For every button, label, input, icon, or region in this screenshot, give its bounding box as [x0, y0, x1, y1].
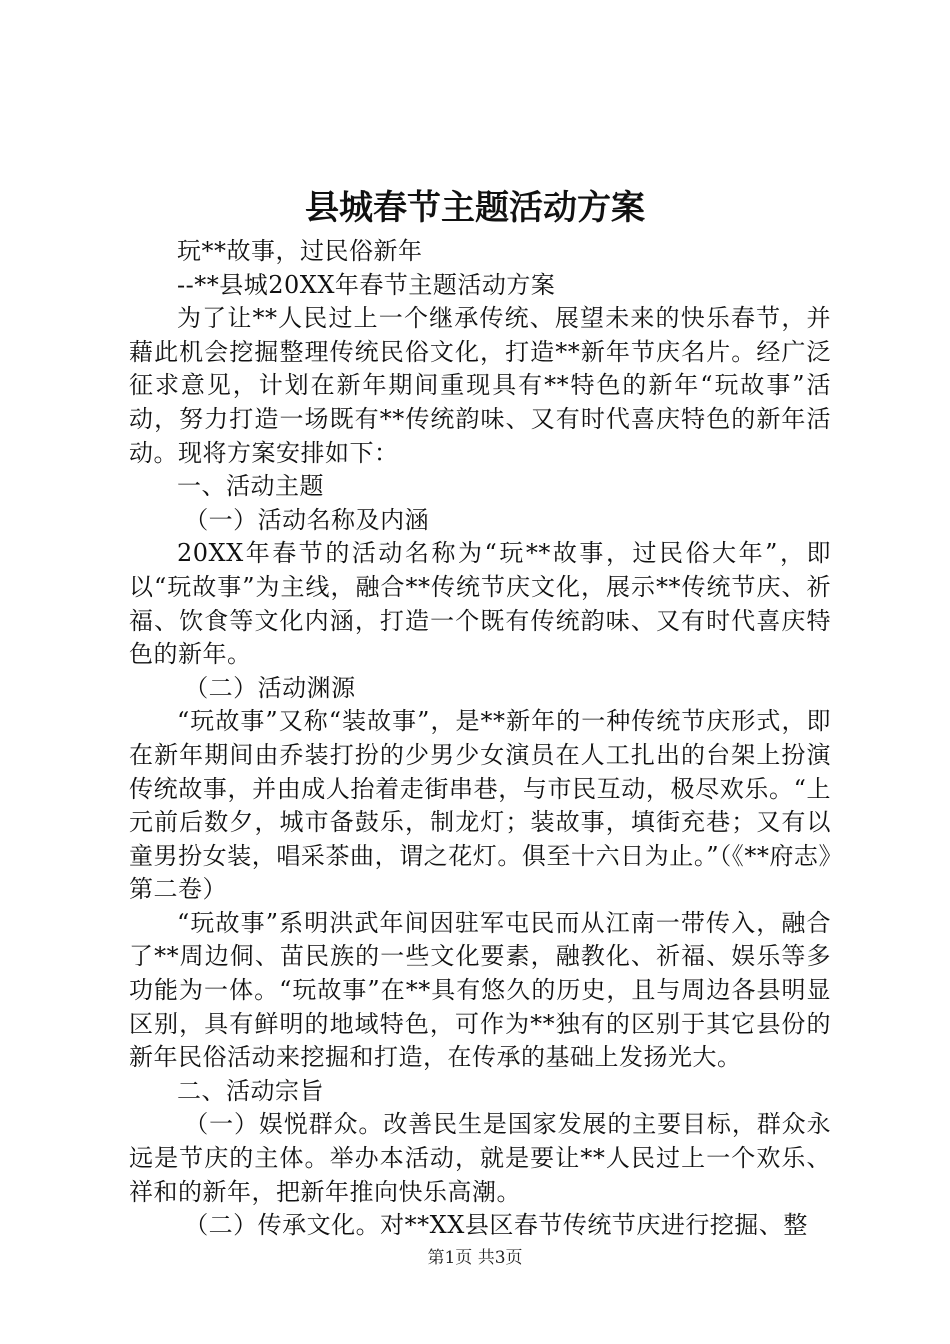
paragraph: （一）娱悦群众。改善民生是国家发展的主要目标，群众永远是节庆的主体。举办本活动，就是要让**人民过上一个欢乐、祥和的新年，把新年推向快乐高潮。: [129, 1110, 831, 1206]
document-body: [129, 235, 831, 1243]
paragraph: 为了让**人民过上一个继承传统、展望未来的快乐春节，并藉此机会挖掘整理传统民俗文化，打造**新年节庆名片。经广泛征求意见，计划在新年期间重现具有**特色的新年“玩故事”活动，努力打造一场既有**传统韵味、又有时代喜庆特色的新年活动。现将方案安排如下：: [129, 304, 831, 467]
section-heading: 一、活动主题: [177, 472, 324, 501]
paragraph: “玩故事”又称“装故事”，是**新年的一种传统节庆形式，即在新年期间由乔装打扮的少男少女演员在人工扎出的台架上扮演传统故事，并由成人抬着走街串巷，与市民互动，极尽欢乐。“上元前后数夕，城市备鼓乐，制龙灯；装故事，填街充巷；又有以童男扮女装，唱采茶曲，谓之花灯。俱至十六日为止。”（《**府志》第二卷）: [129, 707, 831, 904]
paragraph: 20XX年春节的活动名称为“玩**故事，过民俗大年”，即以“玩故事”为主线，融合**传统节庆文化，展示**传统节庆、祈福、饮食等文化内涵，打造一个既有传统韵味、又有时代喜庆特色的新年。: [129, 539, 831, 669]
subtitle-line: --**县城20XX年春节主题活动方案: [177, 270, 556, 299]
section-heading: 二、活动宗旨: [177, 1076, 324, 1105]
document-title: 县城春节主题活动方案: [305, 188, 645, 228]
subsection-heading: （二）活动渊源: [184, 673, 356, 702]
subtitle-line: 玩**故事，过民俗新年: [177, 237, 423, 265]
paragraph: （二）传承文化。对**XX县区春节传统节庆进行挖掘、整: [184, 1211, 808, 1240]
subsection-heading: （一）活动名称及内涵: [184, 505, 430, 534]
paragraph: “玩故事”系明洪武年间因驻军屯民而从江南一带传入，融合了**周边侗、苗民族的一些文化要素，融教化、祈福、娱乐等多功能为一体。“玩故事”在**具有悠久的历史，且与周边各县明显区别，具有鲜明的地域特色，可作为**独有的区别于其它县份的新年民俗活动来挖掘和打造，在传承的基础上发扬光大。: [129, 908, 831, 1072]
page-footer: 第1页 共3页: [427, 1248, 523, 1268]
